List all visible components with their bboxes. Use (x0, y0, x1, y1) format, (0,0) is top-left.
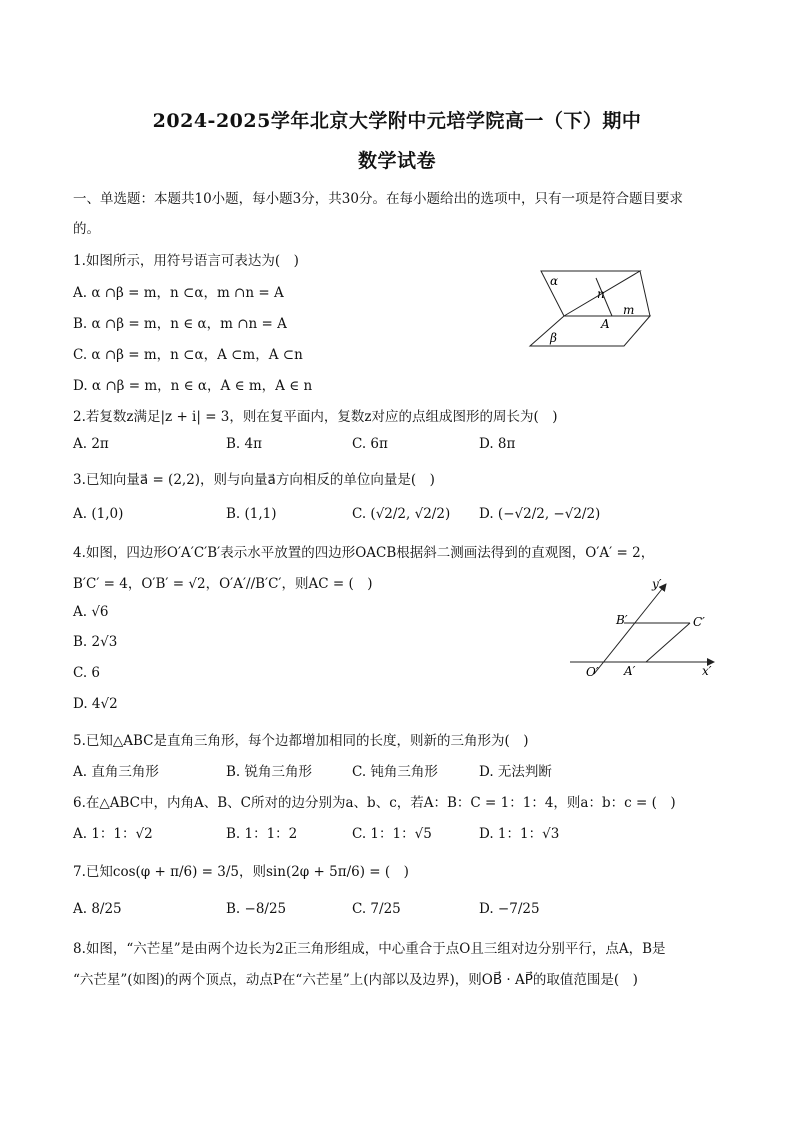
q6-option-b: B. 1：1：2 (226, 826, 298, 842)
q8-stem-line1: 8.如图，“六芒星”是由两个边长为2正三角形组成，中心重合于点O且三组对边分别平行，点A，B是 (73, 941, 666, 957)
q2-option-b: B. 4π (226, 436, 262, 452)
q6-option-c: C. 1：1：√5 (352, 826, 432, 842)
q4-option-c: C. 6 (73, 665, 101, 681)
q3-option-d: D. (−√2/2, −√2/2) (479, 506, 601, 522)
q4-stem-line2: B′C′ = 4，O′B′ = √2，O′A′//B′C′，则AC = ( ) (73, 576, 373, 592)
q6-option-a: A. 1：1：√2 (73, 826, 153, 842)
q4-label-y: y′ (652, 577, 662, 591)
q1-label-A: A (601, 317, 610, 331)
exam-subtitle: 数学试卷 (357, 150, 436, 172)
q1-label-alpha: α (550, 274, 559, 288)
q4-oblique-figure (566, 572, 720, 682)
q4-label-O: O′ (586, 665, 599, 679)
q4-label-B: B′ (616, 613, 628, 627)
q1-option-d: D. α ∩β = m，n ∈ α，A ∈ m，A ∈ n (73, 378, 313, 394)
q3-option-b: B. (1,1) (226, 506, 277, 522)
q7-option-d: D. −7/25 (479, 901, 540, 917)
q2-stem: 2.若复数z满足|z + i| = 3，则在复平面内，复数z对应的点组成图形的周长为( ) (73, 409, 558, 425)
q1-option-a: A. α ∩β = m，n ⊂α，m ∩n = A (73, 285, 284, 301)
q4-label-C: C′ (693, 615, 705, 629)
q5-stem: 5.已知△ABC是直角三角形，每个边都增加相同的长度，则新的三角形为( ) (73, 733, 529, 749)
q3-option-a: A. (1,0) (73, 506, 124, 522)
q5-option-b: B. 锐角三角形 (226, 764, 313, 780)
q4-option-a: A. √6 (73, 604, 109, 620)
q2-option-d: D. 8π (479, 436, 516, 452)
q4-label-x: x′ (702, 664, 712, 678)
q2-option-a: A. 2π (73, 436, 109, 452)
q1-label-n: n (597, 287, 605, 301)
q8-stem-line2: “六芒星”(如图)的两个顶点，动点P在“六芒星”上(内部以及边界)，则OB⃗ · AP⃗的取值范围是( ) (73, 972, 638, 988)
q1-label-m: m (623, 303, 635, 317)
q1-label-beta: β (550, 331, 557, 345)
q4-option-d: D. 4√2 (73, 696, 118, 712)
section-heading-cont: 的。 (73, 221, 100, 237)
q4-label-A: A′ (624, 664, 636, 678)
q7-stem: 7.已知cos(φ + π/6) = 3/5，则sin(2φ + 5π/6) = ( ) (73, 864, 409, 880)
q4-option-b: B. 2√3 (73, 634, 118, 650)
q7-option-a: A. 8/25 (73, 901, 122, 917)
q5-option-c: C. 钝角三角形 (352, 764, 438, 780)
q1-stem: 1.如图所示，用符号语言可表达为( ) (73, 253, 299, 269)
q3-option-c: C. (√2/2, √2/2) (352, 506, 451, 522)
section-heading: 一、单选题：本题共10小题，每小题3分，共30分。在每小题给出的选项中，只有一项是符合题目要求 (73, 191, 683, 207)
exam-title: 2024-2025学年北京大学附中元培学院高一（下）期中 (152, 110, 642, 132)
q4-stem-line1: 4.如图，四边形O′A′C′B′表示水平放置的四边形OACB根据斜二测画法得到的直观图，O′A′ = 2， (73, 545, 655, 561)
q7-option-b: B. −8/25 (226, 901, 287, 917)
q6-stem: 6.在△ABC中，内角A、B、C所对的边分别为a、b、c，若A：B：C = 1：1：4，则a：b：c = ( ) (73, 795, 676, 811)
q3-stem: 3.已知向量a⃗ = (2,2)，则与向量a⃗方向相反的单位向量是( ) (73, 472, 435, 488)
q5-option-d: D. 无法判断 (479, 764, 552, 780)
q2-option-c: C. 6π (352, 436, 388, 452)
q5-option-a: A. 直角三角形 (73, 764, 159, 780)
q1-planes-figure (520, 266, 660, 352)
q1-option-b: B. α ∩β = m，n ∈ α，m ∩n = A (73, 316, 287, 332)
q7-option-c: C. 7/25 (352, 901, 401, 917)
q1-option-c: C. α ∩β = m，n ⊂α，A ⊂m，A ⊂n (73, 347, 303, 363)
q6-option-d: D. 1：1：√3 (479, 826, 560, 842)
